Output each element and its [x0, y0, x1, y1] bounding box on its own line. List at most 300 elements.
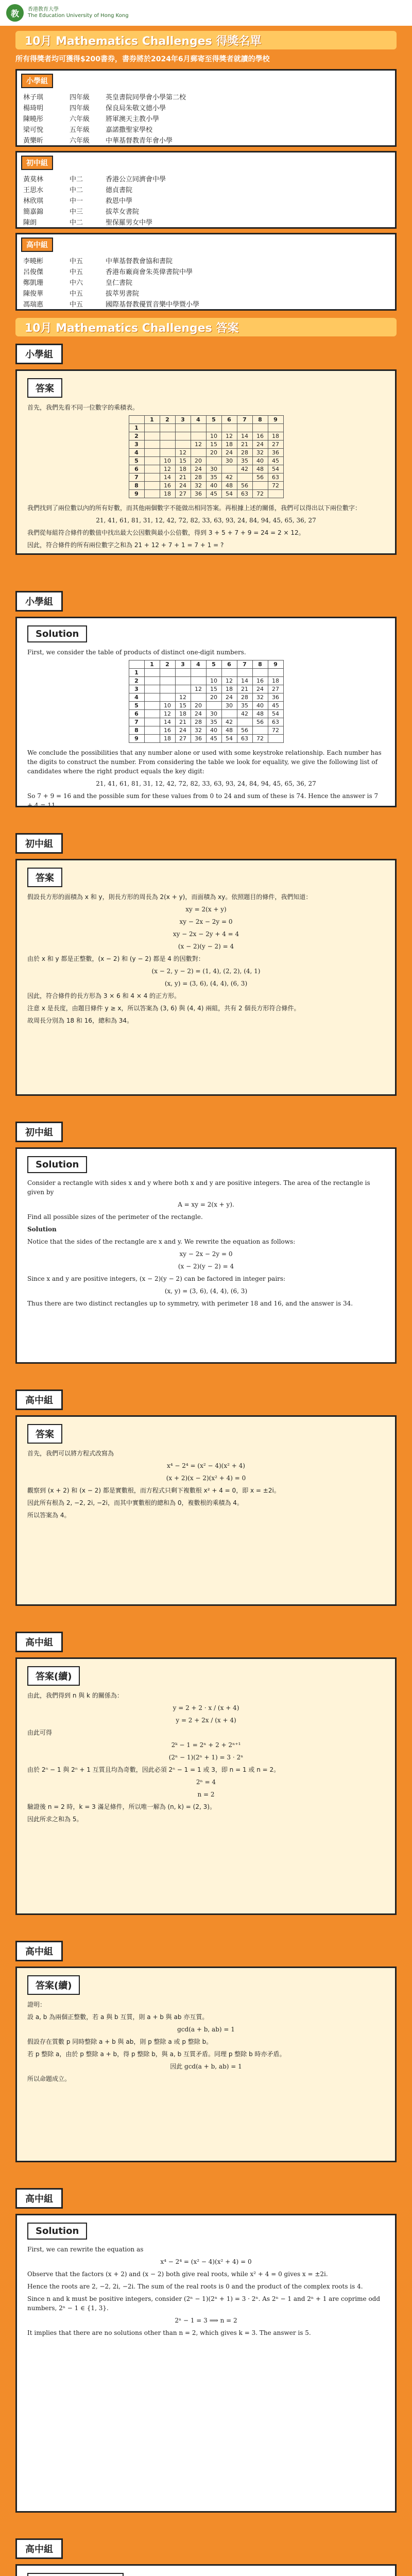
table-cell: 21 — [175, 473, 191, 482]
table-cell: 30 — [206, 465, 221, 473]
table-cell: 8 — [129, 482, 144, 490]
table-cell: 3 — [129, 440, 144, 449]
senior-proof-section — [15, 1941, 397, 2167]
paragraph: Consider a rectangle with sides x and y where both x and y are positive integers. The area of the rectangle is given by — [27, 1179, 370, 1196]
table-cell: 21 — [175, 718, 191, 726]
paragraph: Thus there are two distinct rectangles up to symmetry, with perimeter 18 and 16, and the answer is 34. — [27, 1300, 353, 1307]
table-cell — [129, 660, 144, 669]
answers-banner: 10月 Mathematics Challenges 答案 — [15, 318, 397, 336]
table-cell — [144, 457, 160, 465]
paragraph: 我們從每組符合條件的數值中找出最大公因數與最小公倍數，得到 3 + 5 + 7 + 9 = 24 = 2 × 12。 — [27, 529, 305, 536]
winner-name: 鄭凱珊 — [23, 279, 44, 287]
table-cell: 56 — [252, 718, 268, 726]
table-row — [129, 660, 283, 669]
equation: xy − 2x − 2y = 0 — [179, 918, 233, 925]
page-header — [0, 0, 412, 26]
equation: n = 2 — [197, 1791, 215, 1798]
table-cell — [144, 449, 160, 457]
winner-name: 林欣琪 — [23, 197, 44, 205]
winner-school: 中華基督教會協和書院 — [106, 258, 173, 265]
winner-school: 聖保羅男女中學 — [106, 219, 153, 227]
table-cell: 10 — [160, 702, 175, 710]
paragraph: 證明： — [27, 2001, 46, 2008]
section-tag: 小學組 — [15, 591, 63, 612]
winner-school: 拔萃女書院 — [106, 208, 140, 216]
candidate-list: 21, 41, 61, 81, 31, 12, 42, 72, 82, 33, 63, 93, 24, 84, 94, 45, 65, 36, 27 — [96, 517, 316, 524]
product-table — [129, 415, 284, 498]
table-cell: 10 — [206, 677, 221, 685]
table-cell: 56 — [252, 473, 268, 482]
table-cell: 18 — [175, 710, 191, 718]
table-cell: 32 — [252, 693, 268, 702]
table-cell: 72 — [252, 735, 268, 743]
winner-row — [17, 91, 395, 102]
card-title — [27, 2573, 124, 2576]
table-cell: 24 — [252, 685, 268, 693]
paragraph: 因此，符合條件的長方形為 3 × 6 和 4 × 4 的正方形。 — [27, 992, 181, 999]
table-row — [129, 457, 283, 465]
table-cell — [175, 440, 191, 449]
equation: xy − 2x − 2y = 0 — [179, 1250, 233, 1258]
paragraph: 由此，我們得到 n 與 k 的關係為： — [27, 1692, 123, 1699]
table-cell: 63 — [237, 490, 252, 498]
table-cell — [237, 718, 252, 726]
winner-grade: 五年級 — [70, 126, 90, 134]
table-cell: 20 — [191, 457, 206, 465]
table-cell — [221, 710, 237, 718]
table-cell: 12 — [175, 693, 191, 702]
table-cell: 5 — [206, 660, 221, 669]
table-cell: 9 — [268, 416, 283, 424]
table-row — [129, 449, 283, 457]
award-group-tag: 初中組 — [21, 156, 53, 170]
table-cell — [144, 440, 160, 449]
winner-grade: 六年級 — [70, 115, 90, 123]
table-cell: 72 — [268, 482, 283, 490]
winner-name: 林子琪 — [23, 94, 44, 101]
table-cell: 1 — [129, 669, 144, 677]
table-cell: 28 — [191, 718, 206, 726]
section-tag: 小學組 — [15, 344, 63, 364]
table-cell: 18 — [160, 735, 175, 743]
senior-answer-section — [15, 1389, 397, 1611]
table-cell: 6 — [129, 710, 144, 718]
table-cell: 3 — [175, 660, 191, 669]
table-cell — [144, 424, 160, 432]
table-cell: 7 — [129, 473, 144, 482]
table-cell: 12 — [175, 449, 191, 457]
paragraph: Hence the roots are 2, −2, 2i, −2i. The sum of the real roots is 0 and the product of the complex roots is 4. — [27, 2283, 363, 2290]
table-cell: 27 — [175, 490, 191, 498]
table-cell — [252, 726, 268, 735]
table-cell — [144, 473, 160, 482]
section-tag: 初中組 — [15, 833, 63, 854]
table-cell: 27 — [268, 685, 283, 693]
winner-grade: 中二 — [70, 187, 83, 194]
table-cell — [144, 432, 160, 440]
table-cell: 54 — [221, 490, 237, 498]
table-cell: 48 — [221, 482, 237, 490]
table-cell: 6 — [221, 416, 237, 424]
table-cell — [268, 424, 283, 432]
table-cell: 3 — [129, 685, 144, 693]
table-cell: 2 — [129, 432, 144, 440]
table-cell: 8 — [252, 660, 268, 669]
table-cell: 54 — [268, 465, 283, 473]
paragraph: 設 a, b 為兩個正整數，若 a 與 b 互質，則 a + b 與 ab 亦互質。 — [27, 2013, 209, 2021]
table-row — [129, 432, 283, 440]
paragraph: 因此所有根為 2, −2, 2i, −2i，而其中實數根的總和為 0，複數根的乘積為 4。 — [27, 1499, 243, 1506]
table-cell: 42 — [221, 718, 237, 726]
equation: x⁴ − 2⁴ = (x² − 4)(x² + 4) = 0 — [160, 2258, 252, 2265]
table-cell — [144, 710, 160, 718]
winner-name: 黃樂昕 — [23, 137, 44, 145]
winner-row — [17, 184, 395, 195]
prize-note: 所有得獎者均可獲得$200書券，書券將於2024年6月郵寄至得獎者就讀的學校 — [15, 55, 270, 63]
table-cell: 1 — [129, 424, 144, 432]
paragraph: 首先，我們先看不同一位數字的乘積表。 — [27, 404, 139, 411]
table-cell: 12 — [191, 440, 206, 449]
winner-row — [17, 287, 395, 298]
table-cell: 15 — [206, 685, 221, 693]
table-cell — [160, 440, 175, 449]
table-cell: 48 — [252, 465, 268, 473]
table-cell: 16 — [252, 432, 268, 440]
paragraph: 我們找到了兩位數以內的所有好數，而其他兩個數字不能做出相同答案。再根據上述的關係，我們可以得出以下兩位數字： — [27, 504, 362, 512]
paragraph: 注意 x 是長度，由題目條件 y ≥ x，所以答案為 (3, 6) 與 (4, 4) 兩組，共有 2 個長方形符合條件。 — [27, 1005, 300, 1012]
winner-name: 王思水 — [23, 187, 44, 194]
table-cell — [144, 669, 160, 677]
answer-card — [15, 859, 397, 1096]
table-cell: 30 — [206, 710, 221, 718]
table-cell: 9 — [268, 660, 283, 669]
table-cell: 10 — [206, 432, 221, 440]
paragraph: 若 p 整除 a，由於 p 整除 a + b，得 p 整除 b，與 a, b 互質矛盾。同理 p 整除 b 時亦矛盾。 — [27, 2050, 286, 2058]
paragraph: Observe that the factors (x + 2) and (x − 2) both give real roots, while x² + 4 = 0 gives x = ±2i. — [27, 2270, 328, 2278]
equation: 2ⁿ − 1 = 3 ⟹ n = 2 — [175, 2317, 237, 2324]
table-cell: 4 — [191, 416, 206, 424]
table-cell — [191, 677, 206, 685]
table-cell — [144, 482, 160, 490]
table-cell: 9 — [129, 735, 144, 743]
table-cell — [144, 685, 160, 693]
winner-grade: 中二 — [70, 176, 83, 183]
table-cell: 2 — [160, 660, 175, 669]
table-cell — [160, 669, 175, 677]
table-cell — [144, 465, 160, 473]
table-row — [129, 473, 283, 482]
table-cell: 36 — [191, 735, 206, 743]
table-cell — [191, 669, 206, 677]
table-cell: 5 — [129, 702, 144, 710]
equation: A = xy = 2(x + y). — [178, 1201, 234, 1208]
table-cell: 45 — [268, 702, 283, 710]
equation: 2ᵏ − 1 = 2ⁿ + 2 + 2ⁿ⁺¹ — [171, 1741, 241, 1749]
table-cell: 48 — [221, 726, 237, 735]
equation: (x + 2)(x − 2)(x² + 4) = 0 — [166, 1475, 246, 1482]
table-cell: 24 — [221, 449, 237, 457]
equation: (2ⁿ − 1)(2ⁿ + 1) = 3 · 2ⁿ — [168, 1754, 244, 1761]
table-cell: 1 — [144, 416, 160, 424]
winner-row — [17, 255, 395, 266]
table-cell — [160, 677, 175, 685]
table-cell: 30 — [221, 702, 237, 710]
table-cell: 40 — [206, 482, 221, 490]
table-cell — [191, 432, 206, 440]
table-cell: 2 — [160, 416, 175, 424]
winner-school: 拔萃男書院 — [106, 290, 140, 298]
paragraph: We conclude the possibilities that any number alone or used with some keystroke relationship. Each number has the digits to construct the number. From considering the table we look for equality, we give the following list of candidates where the right product equals the key digit: — [27, 749, 382, 775]
table-cell: 20 — [191, 702, 206, 710]
winner-school: 德貞書院 — [106, 187, 133, 194]
paragraph: 所以命題成立。 — [27, 2075, 71, 2082]
winner-row — [17, 277, 395, 287]
winner-name: 陳朗 — [23, 219, 37, 227]
table-cell — [160, 424, 175, 432]
table-cell: 32 — [252, 449, 268, 457]
table-cell: 48 — [252, 710, 268, 718]
winner-grade: 中五 — [70, 301, 83, 309]
paragraph: 假設長方形的面積為 x 和 y，則長方形的周長為 2(x + y)，而面積為 xy。依照題目的條件，我們知道： — [27, 893, 312, 901]
table-row — [129, 685, 283, 693]
table-cell — [268, 490, 283, 498]
winner-row — [17, 206, 395, 216]
paragraph: 首先，我們可以將方程式改寫為 — [27, 1450, 114, 1457]
table-cell — [160, 685, 175, 693]
table-cell: 24 — [175, 726, 191, 735]
table-cell: 45 — [206, 735, 221, 743]
winner-grade: 中一 — [70, 197, 83, 205]
winner-name: 呂俊傑 — [23, 268, 44, 276]
paragraph: 觀察到 (x + 2) 和 (x − 2) 都是實數根，而方程式只剩下複數根 x² + 4 = 0，即 x = ±2i。 — [27, 1487, 280, 1494]
table-cell: 4 — [129, 693, 144, 702]
table-cell: 27 — [268, 440, 283, 449]
table-cell: 12 — [221, 677, 237, 685]
solution-card — [15, 2214, 397, 2513]
winner-name: 黃莫林 — [23, 176, 44, 183]
answer-card — [15, 369, 397, 555]
award-group — [15, 151, 397, 229]
table-cell — [252, 424, 268, 432]
table-cell: 42 — [221, 473, 237, 482]
card-title: 答案 — [27, 868, 62, 887]
winner-name: 梁可悅 — [23, 126, 44, 134]
equation: (x − 2)(y − 2) = 4 — [178, 1263, 234, 1270]
table-cell: 24 — [252, 440, 268, 449]
table-cell: 16 — [160, 726, 175, 735]
table-cell: 15 — [175, 457, 191, 465]
table-cell — [175, 677, 191, 685]
table-cell — [237, 424, 252, 432]
candidate-list: 21, 41, 61, 81, 31, 12, 42, 72, 82, 33, 63, 93, 24, 84, 94, 45, 65, 36, 27 — [96, 780, 316, 787]
table-row — [129, 735, 283, 743]
winner-name: 李曉彬 — [23, 258, 44, 265]
paragraph: 假設存在質數 p 同時整除 a + b 與 ab，則 p 整除 a 或 p 整除 b。 — [27, 2038, 213, 2045]
table-cell: 18 — [221, 685, 237, 693]
winner-row — [17, 216, 395, 227]
answer-card — [15, 1657, 397, 1915]
table-cell: 56 — [237, 726, 252, 735]
paragraph: 所以答案為 4。 — [27, 1512, 71, 1519]
section-tag: 高中組 — [15, 1941, 63, 1961]
winner-row — [17, 298, 395, 309]
card-title: 答案(續) — [27, 1975, 80, 1995]
table-cell — [206, 457, 221, 465]
table-cell: 40 — [206, 726, 221, 735]
table-cell — [206, 669, 221, 677]
table-cell — [144, 693, 160, 702]
table-cell: 14 — [160, 473, 175, 482]
table-cell: 28 — [191, 473, 206, 482]
table-cell: 36 — [191, 490, 206, 498]
table-cell: 40 — [252, 457, 268, 465]
table-row — [129, 490, 283, 498]
senior-answer-cont-section — [15, 1632, 397, 1920]
table-row — [129, 482, 283, 490]
solution-card — [15, 617, 397, 807]
section-tag: 高中組 — [15, 1389, 63, 1410]
equation: xy = 2(x + y) — [185, 906, 227, 913]
table-cell — [144, 702, 160, 710]
table-cell: 24 — [221, 693, 237, 702]
table-row — [129, 726, 283, 735]
table-cell: 63 — [268, 473, 283, 482]
winner-school: 嘉諾撒聖家學校 — [106, 126, 153, 134]
table-cell: 5 — [129, 457, 144, 465]
table-row — [129, 669, 283, 677]
table-cell: 18 — [268, 432, 283, 440]
equation: gcd(a + b, ab) = 1 — [177, 2026, 235, 2033]
table-cell: 35 — [237, 702, 252, 710]
table-cell: 54 — [268, 710, 283, 718]
paragraph: Since x and y are positive integers, (x − 2)(y − 2) can be factored in integer pairs: — [27, 1275, 286, 1282]
table-cell: 15 — [206, 440, 221, 449]
paragraph: So 7 + 9 = 16 and the possible sum for these values from 0 to 24 and sum of these is 74. Hence the answer is 7 + 4 = 11. — [27, 792, 379, 809]
table-cell: 7 — [237, 660, 252, 669]
table-cell — [191, 693, 206, 702]
table-cell: 18 — [175, 465, 191, 473]
table-cell: 63 — [237, 735, 252, 743]
table-cell: 28 — [237, 693, 252, 702]
table-cell: 3 — [175, 416, 191, 424]
table-cell — [237, 473, 252, 482]
winner-row — [17, 113, 395, 124]
winner-row — [17, 124, 395, 134]
table-cell — [206, 702, 221, 710]
table-cell: 7 — [237, 416, 252, 424]
table-cell: 45 — [206, 490, 221, 498]
winner-school: 將軍澳天主教小學 — [106, 115, 160, 123]
winner-school: 救恩中學 — [106, 197, 133, 205]
paragraph: 由於 x 和 y 都是正整數，(x − 2) 和 (y − 2) 都是 4 的因數對： — [27, 955, 204, 962]
equation: 因此 gcd(a + b, ab) = 1 — [170, 2063, 242, 2070]
winner-grade: 中五 — [70, 268, 83, 276]
card-title: 答案 — [27, 378, 62, 398]
table-cell — [175, 685, 191, 693]
award-list — [0, 69, 412, 311]
table-cell — [160, 449, 175, 457]
table-cell: 6 — [129, 465, 144, 473]
winner-grade: 中六 — [70, 279, 83, 287]
winner-school: 香港公立同濟會中學 — [106, 176, 166, 183]
table-row — [129, 677, 283, 685]
table-cell — [252, 669, 268, 677]
table-cell: 42 — [237, 465, 252, 473]
table-cell: 32 — [191, 482, 206, 490]
table-row — [129, 693, 283, 702]
table-cell — [129, 416, 144, 424]
winner-row — [17, 102, 395, 113]
table-cell: 21 — [237, 440, 252, 449]
paragraph: It implies that there are no solutions other than n = 2, which gives k = 3. The answer is 5. — [27, 2329, 311, 2336]
winner-grade: 四年級 — [70, 105, 90, 112]
winner-name: 陳曉彤 — [23, 115, 44, 123]
table-cell — [221, 424, 237, 432]
table-cell: 1 — [144, 660, 160, 669]
table-cell — [252, 482, 268, 490]
table-cell: 5 — [206, 416, 221, 424]
paragraph: Notice that the sides of the rectangle are x and y. We rewrite the equation as follows: — [27, 1238, 296, 1245]
table-cell — [191, 449, 206, 457]
winner-school: 香港布廠商會朱英偉書院中學 — [106, 268, 193, 276]
paragraph: 驗證後 n = 2 時，k = 3 滿足條件，所以唯一解為 (n, k) = (2, 3)。 — [27, 1803, 216, 1810]
card-title: Solution — [27, 1156, 87, 1173]
paragraph: First, we consider the table of products of distinct one-digit numbers. — [27, 649, 246, 656]
table-cell: 2 — [129, 677, 144, 685]
table-cell: 20 — [206, 693, 221, 702]
winner-school: 英皇書院同學會小學第二校 — [106, 94, 186, 101]
table-cell: 15 — [175, 702, 191, 710]
table-cell: 72 — [252, 490, 268, 498]
table-cell — [144, 490, 160, 498]
table-cell: 12 — [191, 685, 206, 693]
section-tag: 高中組 — [15, 1632, 63, 1652]
section-tag: 高中組 — [15, 2538, 63, 2559]
table-row — [129, 416, 283, 424]
section-tag: 高中組 — [15, 2188, 63, 2209]
university-name-zh: 香港教育大學 — [28, 7, 59, 12]
table-cell: 28 — [237, 449, 252, 457]
university-name — [28, 7, 129, 19]
table-cell: 8 — [252, 416, 268, 424]
product-table — [129, 660, 284, 743]
table-cell: 4 — [191, 660, 206, 669]
equation: x⁴ − 2⁴ = (x² − 4)(x² + 4) — [167, 1462, 245, 1469]
award-group-tag: 小學組 — [21, 74, 53, 88]
winner-name: 陳俊華 — [23, 290, 44, 298]
table-cell: 32 — [191, 726, 206, 735]
table-row — [129, 424, 283, 432]
table-cell: 12 — [160, 710, 175, 718]
junior-answer-section — [15, 833, 397, 1101]
winner-name: 簡嘉錦 — [23, 208, 44, 216]
card-title: 答案(續) — [27, 1666, 80, 1686]
paragraph: 因此，符合條件的所有兩位數字之和為 21 + 12 + 7 + 1 = 7 + 1 = ? — [27, 541, 224, 549]
table-cell — [191, 424, 206, 432]
winner-row — [17, 173, 395, 184]
table-cell: 4 — [129, 449, 144, 457]
table-cell: 12 — [221, 432, 237, 440]
table-cell: 35 — [206, 473, 221, 482]
table-row — [129, 440, 283, 449]
winner-grade: 中二 — [70, 219, 83, 227]
winner-grade: 中三 — [70, 208, 83, 216]
university-logo: 教 — [6, 4, 24, 22]
table-cell: 8 — [129, 726, 144, 735]
paragraph: First, we can rewrite the equation as — [27, 2246, 144, 2253]
equation: (x − 2)(y − 2) = 4 — [178, 943, 234, 950]
table-cell: 72 — [268, 726, 283, 735]
